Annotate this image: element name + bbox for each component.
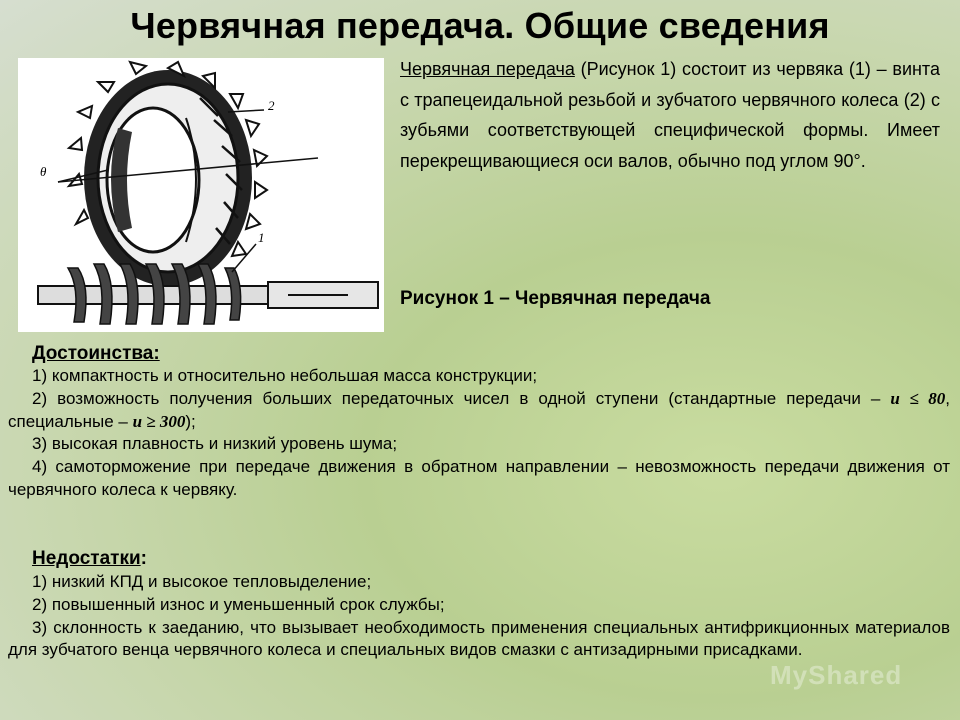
advantage-item-3: 3) высокая плавность и низкий уровень шума; bbox=[32, 434, 398, 454]
advantages-heading: Достоинства: bbox=[32, 343, 160, 364]
advantage-item-4: 4) самоторможение при передаче движения в обратном направлении – невозможность передачи движения от червячного колеса к червяку. bbox=[8, 457, 950, 499]
label-angle: θ bbox=[40, 164, 47, 179]
page-title: Червячная передача. Общие сведения bbox=[130, 5, 830, 46]
intro-text: (Рисунок 1) состоит из червяка (1) – винта с трапецеидальной резьбой и зубчатого червячного колеса (2) с зубьями соответствующей специфической формы. Имеет перекрещивающиеся оси валов, обычно под углом 90°. bbox=[400, 59, 940, 171]
worm-gear-figure bbox=[18, 58, 384, 332]
intro-term: Червячная передача bbox=[400, 59, 575, 79]
label-wheel: 2 bbox=[268, 98, 275, 113]
wheel-tooth bbox=[98, 82, 114, 92]
wheel-tooth bbox=[76, 210, 88, 224]
disadvantages-list bbox=[8, 571, 950, 662]
wheel-tooth bbox=[246, 214, 260, 229]
figure-caption: Рисунок 1 – Червячная передача bbox=[400, 288, 711, 309]
wheel-tooth bbox=[130, 62, 146, 74]
formula-standard: u ≤ 80 bbox=[890, 388, 946, 408]
disadvantages-heading-text: Недостатки bbox=[32, 548, 141, 569]
advantage-item-1: 1) компактность и относительно небольшая масса конструкции; bbox=[32, 366, 538, 385]
wheel-tooth bbox=[230, 94, 243, 108]
intro-paragraph bbox=[400, 54, 940, 176]
worm-shaft bbox=[38, 264, 378, 324]
disadvantage-item-2: 2) повышенный износ и уменьшенный срок службы; bbox=[32, 594, 445, 614]
advantage-item-2-text-b: , специальные – bbox=[8, 388, 950, 431]
disadvantage-item-1: 1) низкий КПД и высокое тепловыделение; bbox=[32, 572, 372, 591]
advantage-item-2 bbox=[8, 388, 950, 434]
disadvantages-heading-colon: : bbox=[140, 548, 147, 569]
wheel-tooth bbox=[246, 120, 259, 136]
label-worm: 1 bbox=[258, 230, 265, 245]
disadvantage-item-3: 3) склонность к заеданию, что вызывает необходимость применения специальных антифрикционных материалов для зубчатого венца червячного колеса и специальных видов смазки с антизадирными присадками. bbox=[8, 617, 950, 660]
formula-special: u ≥ 300 bbox=[132, 411, 186, 431]
advantages-list bbox=[8, 365, 950, 502]
advantage-item-2-text-a: 2) возможность получения больших передаточных чисел в одной ступени (стандартные передачи – bbox=[32, 388, 891, 408]
wheel-tooth bbox=[69, 138, 82, 150]
watermark-logo: MyShared bbox=[770, 660, 903, 690]
disadvantages-heading bbox=[32, 547, 147, 571]
wheel-tooth bbox=[78, 106, 92, 118]
advantage-item-2-text-c: ); bbox=[185, 411, 196, 431]
wheel-tooth bbox=[255, 182, 267, 198]
worm-wheel bbox=[69, 62, 267, 286]
worm-gear-drawing bbox=[18, 58, 384, 332]
